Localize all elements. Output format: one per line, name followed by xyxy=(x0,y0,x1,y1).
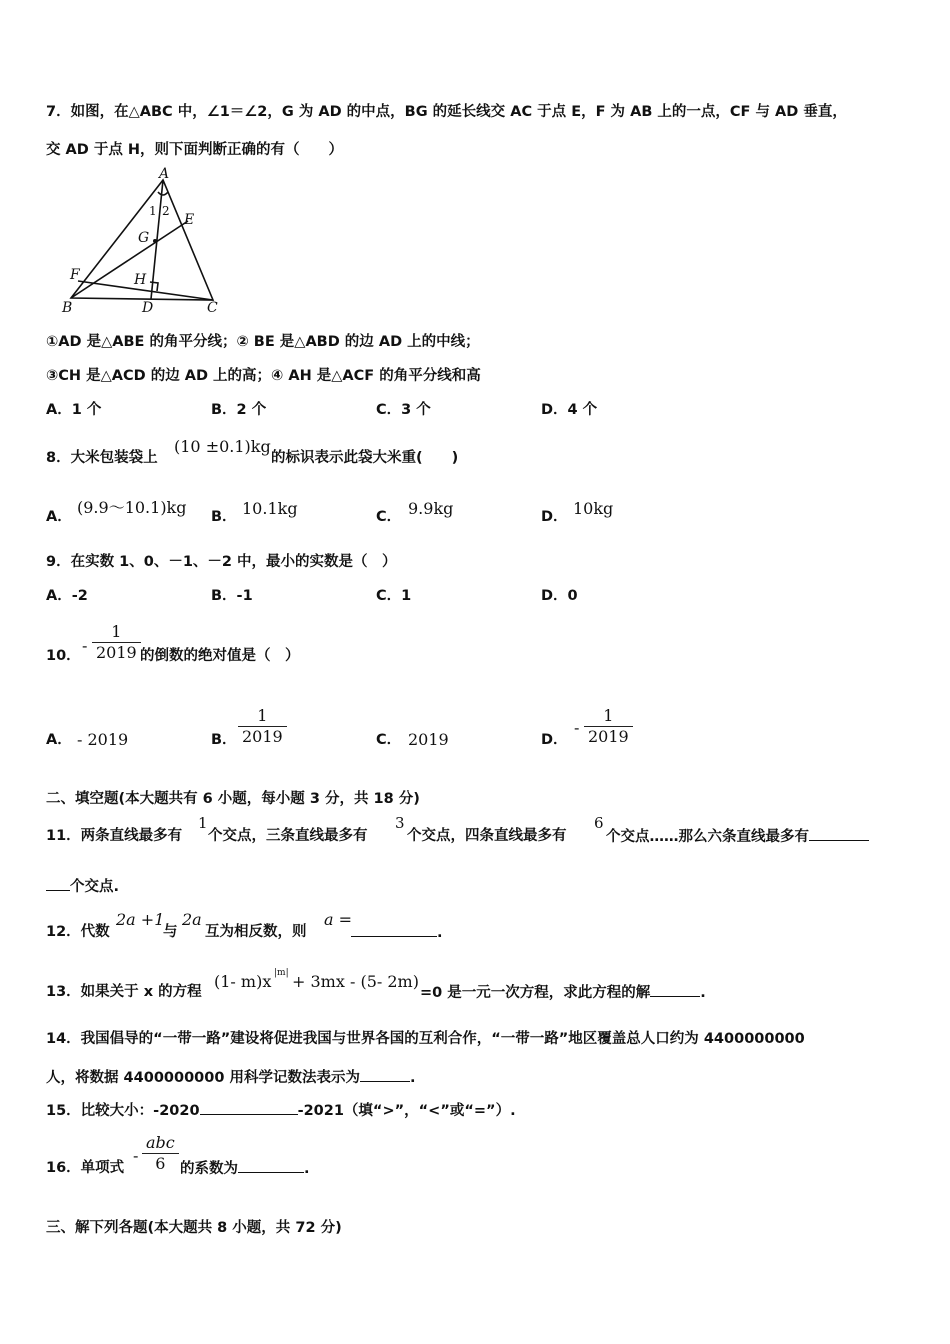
q12-part2: 与 xyxy=(163,924,178,940)
q12-expr1: 2a +1 xyxy=(116,910,165,929)
q16-part2-text: 的系数为 xyxy=(180,1161,238,1177)
q12-answer xyxy=(351,922,443,943)
q7-line1: 7．如图，在△ABC 中，∠1＝∠2，G 为 AD 的中点，BG 的延长线交 AC 于点 E，F 为 AB 上的一点，CF 与 AD 垂直， xyxy=(46,104,847,120)
section-3-heading: 三、解下列各题(本大题共 8 小题，共 72 分) xyxy=(46,1220,342,1236)
q9-text: 9．在实数 1、0、－1、－2 中，最小的实数是（ ） xyxy=(46,554,397,570)
q16-numerator: abc xyxy=(146,1133,175,1152)
q10-option-a-letter: A． xyxy=(46,732,72,748)
label-angle-1: 1 xyxy=(149,204,157,218)
label-A: A xyxy=(159,166,170,182)
label-G: G xyxy=(138,230,150,246)
q16-minus: - xyxy=(133,1146,139,1165)
q7-statement-2: ③CH 是△ACD 的边 AD 上的高；④ AH 是△ACF 的角平分线和高 xyxy=(46,368,481,384)
q15-line xyxy=(46,1100,516,1121)
q11-answer-blank-cont[interactable] xyxy=(46,876,70,891)
q12-end: . xyxy=(437,925,443,941)
triangle-figure xyxy=(58,166,228,316)
q12-part3: 互为相反数，则 xyxy=(205,924,307,940)
q11-part4 xyxy=(606,826,869,847)
q7-option-c: C．3 个 xyxy=(376,402,431,418)
q13-expression-b: + 3mx - (5- 2m) xyxy=(292,972,419,991)
label-H: H xyxy=(134,272,147,288)
q8-option-c-value: 9.9kg xyxy=(408,499,454,518)
q8-option-b-letter: B． xyxy=(211,509,237,525)
q14-line2-text: 人，将数据 4400000000 用科学记数法表示为 xyxy=(46,1070,360,1086)
q14-line1: 14．我国倡导的“一带一路”建设将促进我国与世界各国的互利合作，“一带一路”地区覆盖总人口约为 4400000000 xyxy=(46,1031,805,1047)
q10-option-d-numerator: 1 xyxy=(603,706,614,725)
q8-prefix: 8．大米包装袋上 xyxy=(46,450,158,466)
q7-option-b: B．2 个 xyxy=(211,402,267,418)
q11-n2: 3 xyxy=(395,814,405,832)
q8-suffix: 的标识表示此袋大米重( ) xyxy=(271,450,459,466)
q8-option-a-letter: A． xyxy=(46,509,72,525)
q13-part2-text: =0 是一元一次方程，求此方程的解 xyxy=(420,985,651,1001)
q10-option-c-value: 2019 xyxy=(408,730,449,749)
q10-option-d-fraction xyxy=(584,706,633,747)
q16-answer-blank[interactable] xyxy=(238,1158,304,1173)
q11-part2: 个交点，三条直线最多有 xyxy=(208,828,368,844)
label-angle-2: 2 xyxy=(162,204,170,218)
q8-expression: (10 ±0.1)kg xyxy=(174,437,271,456)
q7-option-a: A．1 个 xyxy=(46,402,102,418)
q15-part1: 15．比较大小：-2020 xyxy=(46,1103,200,1119)
q10-minus: - xyxy=(82,636,88,655)
q11-part4-text: 个交点……那么六条直线最多有 xyxy=(606,829,809,845)
q11-part3: 个交点，四条直线最多有 xyxy=(407,828,567,844)
label-E: E xyxy=(184,212,195,228)
q11-n3: 6 xyxy=(594,814,604,832)
q8-option-b-value: 10.1kg xyxy=(242,499,298,518)
q16-part1: 16．单项式 xyxy=(46,1160,125,1176)
q10-option-d-denominator: 2019 xyxy=(588,727,629,746)
q13-end: . xyxy=(700,985,706,1001)
q16-end: . xyxy=(304,1161,310,1177)
q10-option-b-fraction xyxy=(238,706,287,747)
q10-prefix: 10． xyxy=(46,648,81,664)
q8-option-d-value: 10kg xyxy=(573,499,614,518)
q9-option-d: D．0 xyxy=(541,588,578,604)
q8-option-d-letter: D． xyxy=(541,509,568,525)
q8-option-c-letter: C． xyxy=(376,509,402,525)
q7-option-d: D．4 个 xyxy=(541,402,598,418)
q10-denominator: 2019 xyxy=(96,643,137,662)
label-D: D xyxy=(142,300,154,316)
label-B: B xyxy=(62,300,73,316)
q13-part2 xyxy=(420,982,706,1003)
label-C: C xyxy=(207,300,218,316)
q10-numerator: 1 xyxy=(111,622,122,641)
q15-part2: -2021（填“>”，“<”或“=”）. xyxy=(297,1103,516,1119)
q8-option-a-value: (9.9～10.1)kg xyxy=(77,498,187,517)
q12-expr2: 2a xyxy=(182,910,202,929)
q11-line2-text: 个交点. xyxy=(70,879,120,895)
q11-answer-blank[interactable] xyxy=(809,826,869,841)
q14-line2 xyxy=(46,1067,416,1088)
q12-part1: 12．代数 xyxy=(46,924,110,940)
q15-answer-blank[interactable] xyxy=(200,1100,298,1115)
q10-suffix: 的倒数的绝对值是（ ） xyxy=(140,648,300,664)
section-2-heading: 二、填空题(本大题共有 6 小题，每小题 3 分，共 18 分) xyxy=(46,791,420,807)
q10-option-b-numerator: 1 xyxy=(257,706,268,725)
q9-option-b: B．-1 xyxy=(211,588,253,604)
q14-end: . xyxy=(410,1070,416,1086)
q7-statement-1: ①AD 是△ABE 的角平分线；② BE 是△ABD 的边 AD 上的中线； xyxy=(46,334,480,350)
q11-line2 xyxy=(46,876,119,897)
q10-option-d-letter: D． xyxy=(541,732,568,748)
q10-option-a-value: - 2019 xyxy=(77,730,129,749)
q7-line2: 交 AD 于点 H，则下面判断正确的有（ ） xyxy=(46,142,344,158)
q9-option-c: C．1 xyxy=(376,588,412,604)
q10-fraction xyxy=(92,622,141,663)
q10-option-d-minus: - xyxy=(574,718,580,737)
q14-answer-blank[interactable] xyxy=(360,1067,410,1082)
q10-option-c-letter: C． xyxy=(376,732,402,748)
q13-part1: 13．如果关于 x 的方程 xyxy=(46,984,202,1000)
q10-option-b-denominator: 2019 xyxy=(242,727,283,746)
q16-denominator: 6 xyxy=(155,1154,166,1173)
q16-part2 xyxy=(180,1158,310,1179)
label-F: F xyxy=(70,267,80,283)
q9-option-a: A．-2 xyxy=(46,588,88,604)
q16-fraction xyxy=(142,1133,179,1174)
q13-expression-a: (1- m)x xyxy=(214,972,272,991)
q11-part1: 11．两条直线最多有 xyxy=(46,828,183,844)
q10-option-b-letter: B． xyxy=(211,732,237,748)
q12-expr3: a = xyxy=(324,910,353,929)
q13-exponent: |m| xyxy=(274,968,289,978)
q12-answer-blank[interactable] xyxy=(351,922,437,937)
q11-n1: 1 xyxy=(198,814,208,832)
q13-answer-blank[interactable] xyxy=(650,982,700,997)
